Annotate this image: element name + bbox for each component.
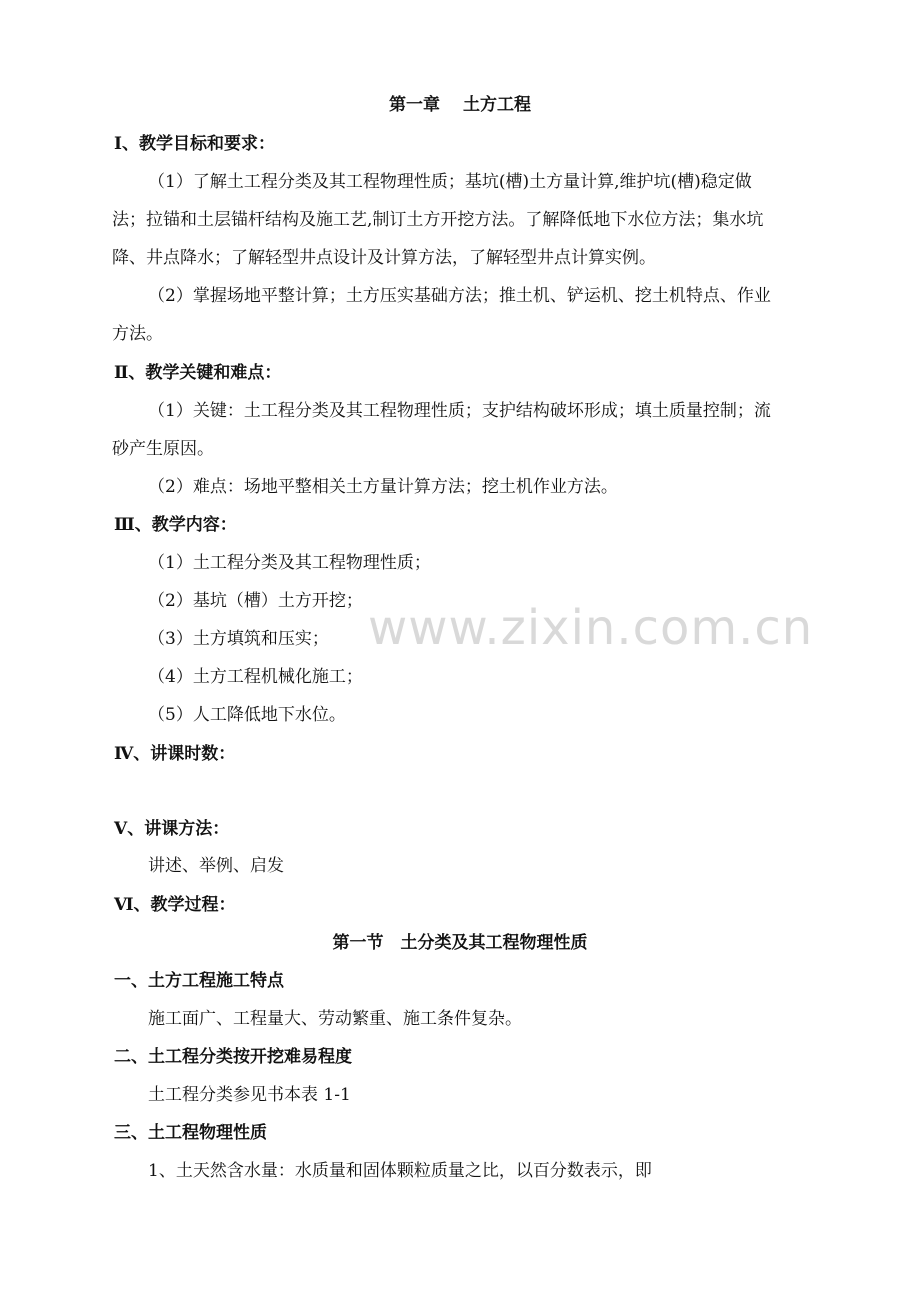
paragraph-line: 施工面广、工程量大、劳动繁重、施工条件复杂。 — [148, 1009, 522, 1029]
section-heading-key-points: Ⅱ、教学关键和难点： — [114, 363, 282, 383]
subsection-heading: 二、土工程分类按开挖难易程度 — [114, 1047, 352, 1067]
paragraph-line: 降、井点降水；了解轻型井点设计及计算方法，了解轻型井点计算实例。 — [112, 248, 656, 268]
section-heading-process: Ⅵ、教学过程： — [114, 895, 236, 915]
paragraph-line: 法；拉锚和土层锚杆结构及施工艺,制订土方开挖方法。了解降低地下水位方法；集水坑 — [112, 210, 764, 230]
paragraph-line: （1）了解土工程分类及其工程物理性质；基坑(槽)土方量计算,维护坑(槽)稳定做 — [148, 172, 752, 192]
section-heading-content: Ⅲ、教学内容： — [114, 515, 237, 535]
paragraph-line: （2）掌握场地平整计算；土方压实基础方法；推土机、铲运机、挖土机特点、作业 — [148, 286, 771, 306]
section-title: 第一节 土分类及其工程物理性质 — [332, 933, 588, 953]
list-item: （2）基坑（槽）土方开挖； — [148, 591, 363, 611]
paragraph-line: （2）难点：场地平整相关土方量计算方法；挖土机作业方法。 — [148, 477, 618, 497]
paragraph-line: 方法。 — [112, 324, 163, 344]
list-item: （4）土方工程机械化施工； — [148, 667, 363, 687]
chapter-title: 第一章 土方工程 — [389, 95, 531, 115]
paragraph-line: 砂产生原因。 — [112, 439, 214, 459]
paragraph-line: 讲述、举例、启发 — [148, 856, 284, 876]
section-heading-goals: Ⅰ、教学目标和要求： — [114, 134, 275, 154]
section-heading-method: Ⅴ、讲课方法： — [114, 819, 230, 839]
paragraph-line: （1）关键：土工程分类及其工程物理性质；支护结构破坏形成；填土质量控制；流 — [148, 401, 771, 421]
subsection-heading: 三、土工程物理性质 — [114, 1123, 267, 1143]
watermark: www.zixin.com.cn — [368, 600, 814, 656]
paragraph-line: 1、土天然含水量：水质量和固体颗粒质量之比，以百分数表示，即 — [148, 1161, 652, 1181]
list-item: （1）土工程分类及其工程物理性质； — [148, 553, 431, 573]
section-heading-hours: Ⅳ、讲课时数： — [114, 744, 236, 764]
list-item: （5）人工降低地下水位。 — [148, 705, 346, 725]
subsection-heading: 一、土方工程施工特点 — [114, 971, 284, 991]
paragraph-line: 土工程分类参见书本表 1-1 — [148, 1085, 351, 1105]
list-item: （3）土方填筑和压实； — [148, 629, 329, 649]
